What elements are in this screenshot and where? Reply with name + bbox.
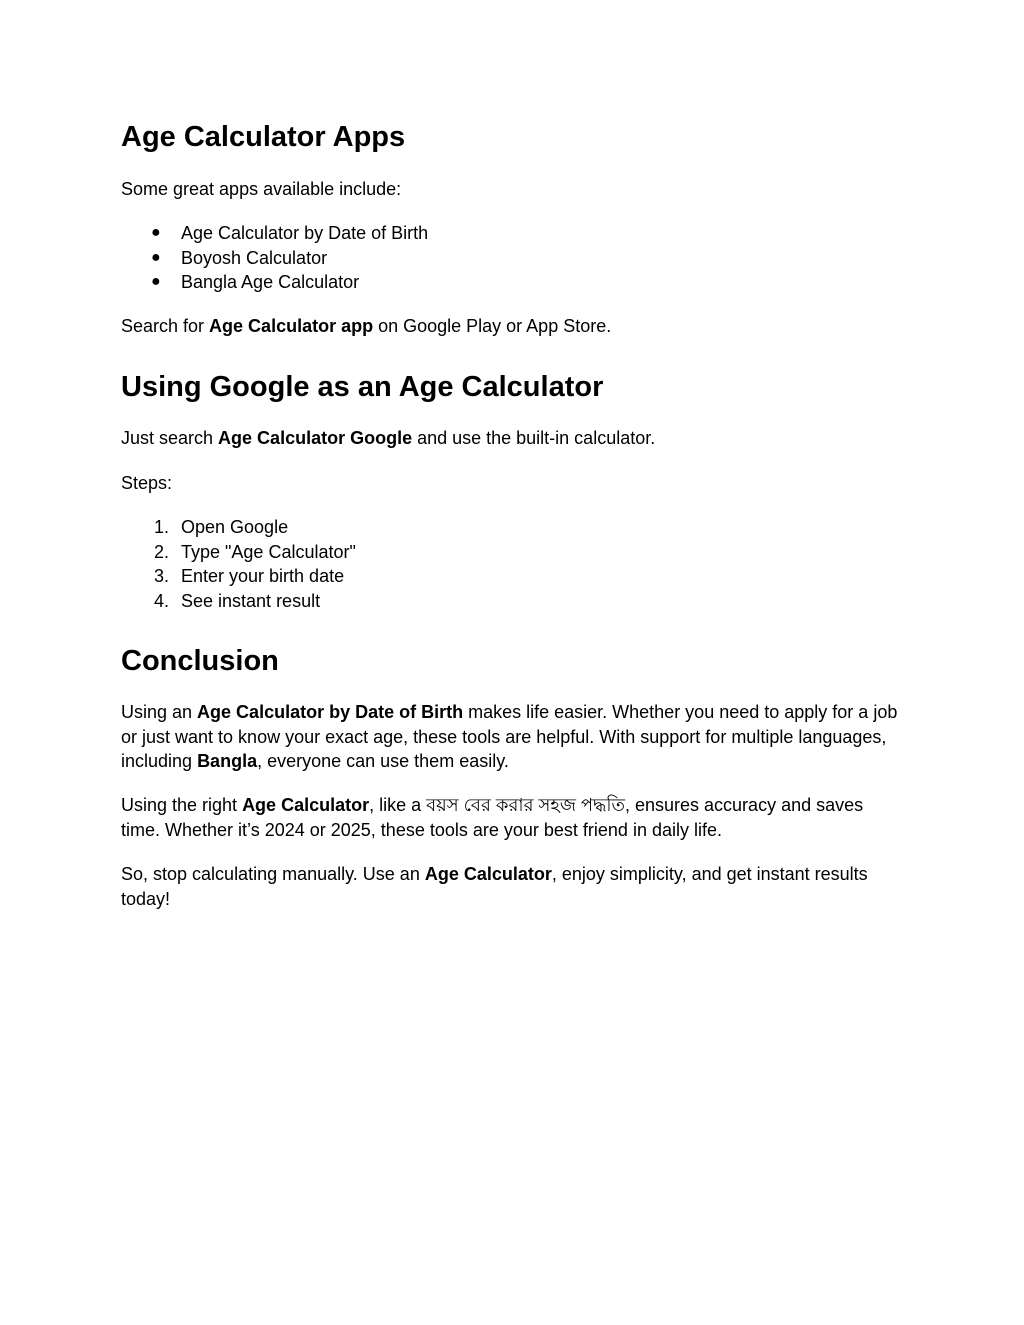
list-item [121,540,901,565]
text-run: , like a বয়স বের করার সহজ পদ্ধতি, ensures accuracy and saves time. Whether it’s 2024 or 2025, these tools are your best friend in daily life. [121,795,864,840]
bold-text-run: Age Calculator by Date of Birth [197,702,464,722]
google-intro-paragraph [121,426,901,451]
text-run: on Google Play or App Store. [373,316,612,336]
step-number: 1. [153,517,169,537]
list-item-text: Enter your birth date [181,566,345,586]
step-number: 4. [153,590,169,611]
step-number: 3. [153,566,169,586]
apps-bullet-list [121,221,901,295]
steps-numbered-list [121,515,901,613]
text-run: Search for [121,316,210,336]
conclusion-paragraph-2 [121,793,901,842]
bullet-icon: ● [151,224,161,241]
heading-age-calculator-apps: Age Calculator Apps [121,121,406,153]
list-item-text: Open Google [181,517,289,537]
list-item [121,270,901,295]
apps-intro-paragraph: Some great apps available include: [121,179,402,199]
list-item-text: Boyosh Calculator [181,247,328,268]
text-run: , enjoy simplicity, and get instant results today! [121,864,868,909]
list-item [121,515,901,540]
list-item-text: See instant result [181,590,321,611]
text-run: So, stop calculating manually. Use an [121,864,425,884]
bold-text-run: Age Calculator [242,795,370,815]
text-run: and use the built-in calculator. [412,428,656,448]
steps-label: Steps: [121,473,173,493]
heading-using-google: Using Google as an Age Calculator [121,371,604,403]
bullet-icon: ● [151,248,161,266]
bold-text-run: Age Calculator Google [218,428,413,448]
bold-text-run: Bangla [197,751,258,771]
list-item [121,589,901,614]
list-item [121,221,901,246]
list-item [121,564,901,589]
list-item [121,246,901,271]
apps-search-paragraph [121,314,901,339]
step-number: 2. [153,541,169,562]
text-run: makes life easier. Whether you need to apply for a job or just want to know your exact age, these tools are helpful. With support for multiple languages, including [121,702,898,771]
text-run: Using an [121,702,198,722]
heading-conclusion: Conclusion [121,645,279,677]
list-item-text: Age Calculator by Date of Birth [181,223,429,243]
conclusion-paragraph-1 [121,700,901,774]
list-item-text: Type "Age Calculator" [181,541,356,562]
conclusion-paragraph-3 [121,862,901,911]
text-run: Using the right [121,795,243,815]
bullet-icon: ● [151,273,161,290]
text-run: , everyone can use them easily. [257,751,509,771]
bold-text-run: Age Calculator [424,864,552,884]
text-run: Just search [121,428,219,448]
bold-text-run: Age Calculator app [209,316,374,336]
list-item-text: Bangla Age Calculator [181,272,360,292]
